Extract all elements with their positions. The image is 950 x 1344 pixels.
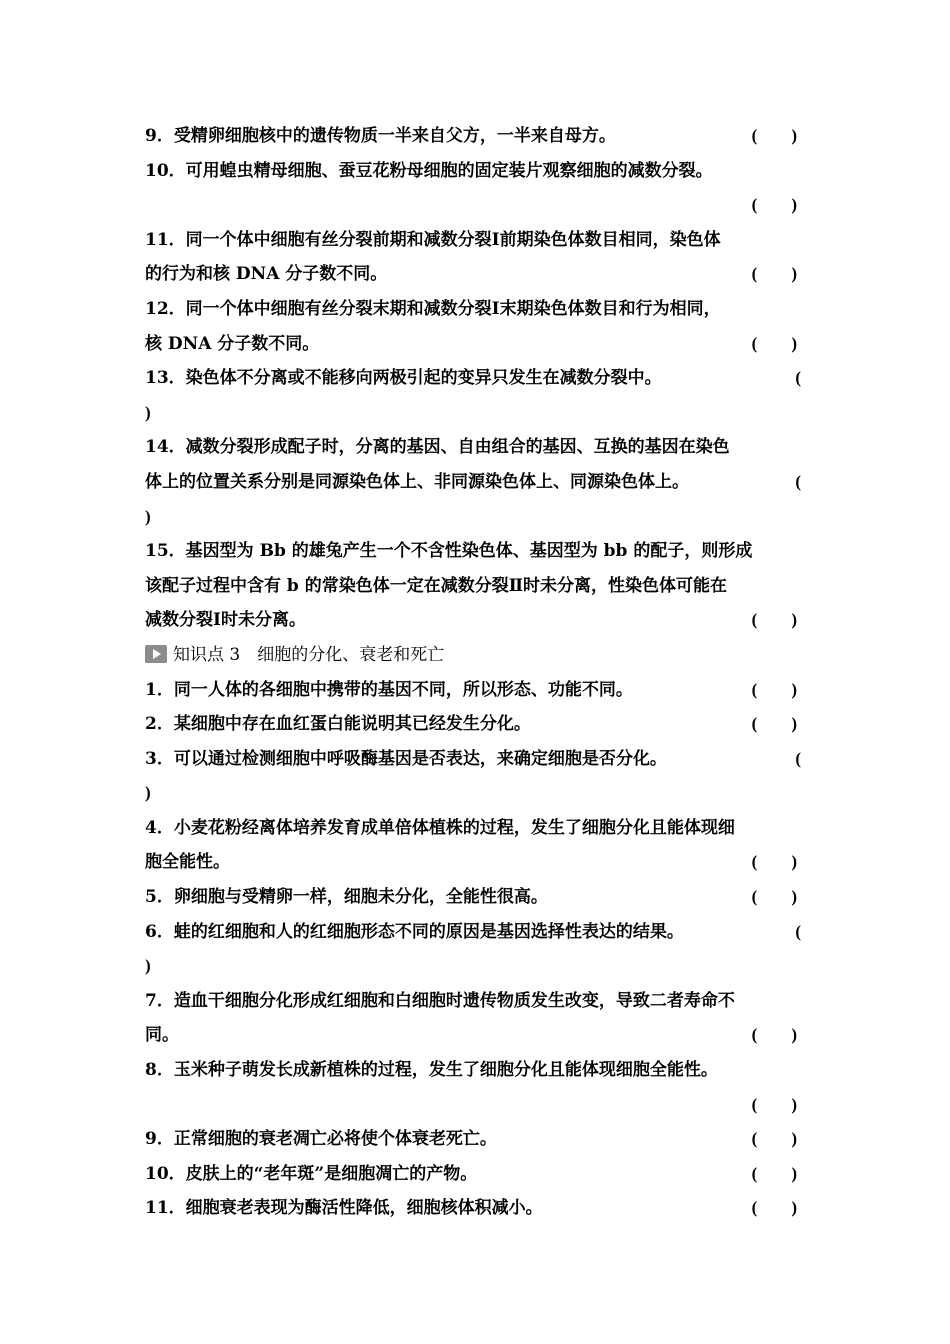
answer-blank: ( ) (751, 264, 797, 284)
question-text: 5．卵细胞与受精卵一样，细胞未分化，全能性很高。 (145, 887, 548, 908)
answer-blank: ( ) (751, 195, 797, 215)
question-text: 6．蛙的红细胞和人的红细胞形态不同的原因是基因选择性表达的结果。 (145, 921, 684, 942)
answer-blank: ( ) (751, 610, 797, 630)
answer-blank-open: ( (795, 748, 801, 768)
question-text: 15．基因型为 Bb 的雄兔产生一个不含性染色体、基因型为 bb 的配子，则形成 (145, 541, 753, 562)
answer-blank: ( ) (751, 1094, 797, 1114)
question-text: 2．某细胞中存在血红蛋白能说明其已经发生分化。 (145, 714, 531, 735)
question-text: 10．皮肤上的“老年斑”是细胞凋亡的产物。 (145, 1163, 478, 1184)
question-line (145, 1157, 805, 1192)
question-line (145, 811, 805, 846)
answer-blank-open: ( (795, 471, 801, 491)
question-line (145, 1191, 805, 1226)
answer-blank-close: ) (145, 402, 151, 422)
question-line (145, 534, 805, 569)
section-heading (145, 638, 805, 673)
question-line (145, 361, 805, 396)
question-line (145, 465, 805, 500)
question-text: 1．同一人体的各细胞中携带的基因不同，所以形态、功能不同。 (145, 679, 633, 700)
question-text: 4．小麦花粉经离体培养发育成单倍体植株的过程，发生了细胞分化且能体现细 (145, 817, 735, 838)
answer-blank: ( ) (751, 852, 797, 872)
question-line (145, 673, 805, 708)
question-line (145, 292, 805, 327)
question-line (145, 500, 805, 535)
question-line (145, 742, 805, 777)
answer-blank: ( ) (751, 1025, 797, 1045)
answer-blank-close: ) (145, 783, 151, 803)
answer-blank: ( ) (751, 1129, 797, 1149)
question-line (145, 1122, 805, 1157)
question-line (145, 119, 805, 154)
answer-blank: ( ) (751, 679, 797, 699)
play-icon (145, 645, 167, 663)
question-text: 13．染色体不分离或不能移向两极引起的变异只发生在减数分裂中。 (145, 368, 662, 389)
question-line (145, 257, 805, 292)
answer-blank: ( ) (751, 1198, 797, 1218)
question-line (145, 154, 805, 189)
answer-blank-close: ) (145, 506, 151, 526)
answer-blank-close: ) (145, 956, 151, 976)
question-line (145, 430, 805, 465)
question-line (145, 984, 805, 1019)
question-line (145, 327, 805, 362)
question-line (145, 915, 805, 950)
question-line (145, 949, 805, 984)
question-text: 8．玉米种子萌发长成新植株的过程，发生了细胞分化且能体现细胞全能性。 (145, 1060, 718, 1081)
question-line (145, 223, 805, 258)
section-title: 知识点 3 细胞的分化、衰老和死亡 (173, 644, 445, 665)
question-text: 14．减数分裂形成配子时，分离的基因、自由组合的基因、互换的基因在染色 (145, 437, 730, 458)
answer-blank-open: ( (795, 921, 801, 941)
question-line (145, 707, 805, 742)
answer-blank-open: ( (795, 368, 801, 388)
question-line (145, 569, 805, 604)
answer-blank: ( ) (751, 126, 797, 145)
question-text: 7．造血干细胞分化形成红细胞和白细胞时遗传物质发生改变，导致二者寿命不 (145, 990, 735, 1011)
question-text: 体上的位置关系分别是同源染色体上、非同源染色体上、同源染色体上。 (145, 471, 689, 492)
question-text: 11．同一个体中细胞有丝分裂前期和减数分裂Ⅰ前期染色体数目相同，染色体 (145, 229, 721, 250)
answer-blank: ( ) (751, 333, 797, 353)
question-line (145, 845, 805, 880)
question-text: 的行为和核 DNA 分子数不同。 (145, 264, 388, 285)
question-line (145, 880, 805, 915)
question-line (145, 396, 805, 431)
question-list (145, 119, 805, 1226)
question-text: 减数分裂Ⅰ时未分离。 (145, 610, 306, 631)
question-line (145, 776, 805, 811)
question-line (145, 1018, 805, 1053)
question-line (145, 188, 805, 223)
question-text: 核 DNA 分子数不同。 (145, 333, 320, 354)
answer-blank: ( ) (751, 714, 797, 734)
question-text: 同。 (145, 1025, 179, 1046)
question-line (145, 1088, 805, 1123)
question-text: 12．同一个体中细胞有丝分裂末期和减数分裂Ⅰ末期染色体数目和行为相同， (145, 298, 721, 319)
question-text: 9．正常细胞的衰老凋亡必将使个体衰老死亡。 (145, 1129, 497, 1150)
question-text: 该配子过程中含有 b 的常染色体一定在减数分裂Ⅱ时未分离，性染色体可能在 (145, 575, 728, 596)
question-line (145, 1053, 805, 1088)
question-text: 胞全能性。 (145, 852, 230, 873)
answer-blank: ( ) (751, 887, 797, 907)
question-text: 11．细胞衰老表现为酶活性降低，细胞核体积减小。 (145, 1198, 543, 1219)
question-text: 3．可以通过检测细胞中呼吸酶基因是否表达，来确定细胞是否分化。 (145, 748, 667, 769)
question-line (145, 603, 805, 638)
question-text: 10．可用蝗虫精母细胞、蚕豆花粉母细胞的固定装片观察细胞的减数分裂。 (145, 160, 713, 181)
question-text: 9．受精卵细胞核中的遗传物质一半来自父方，一半来自母方。 (145, 126, 616, 146)
answer-blank: ( ) (751, 1163, 797, 1183)
